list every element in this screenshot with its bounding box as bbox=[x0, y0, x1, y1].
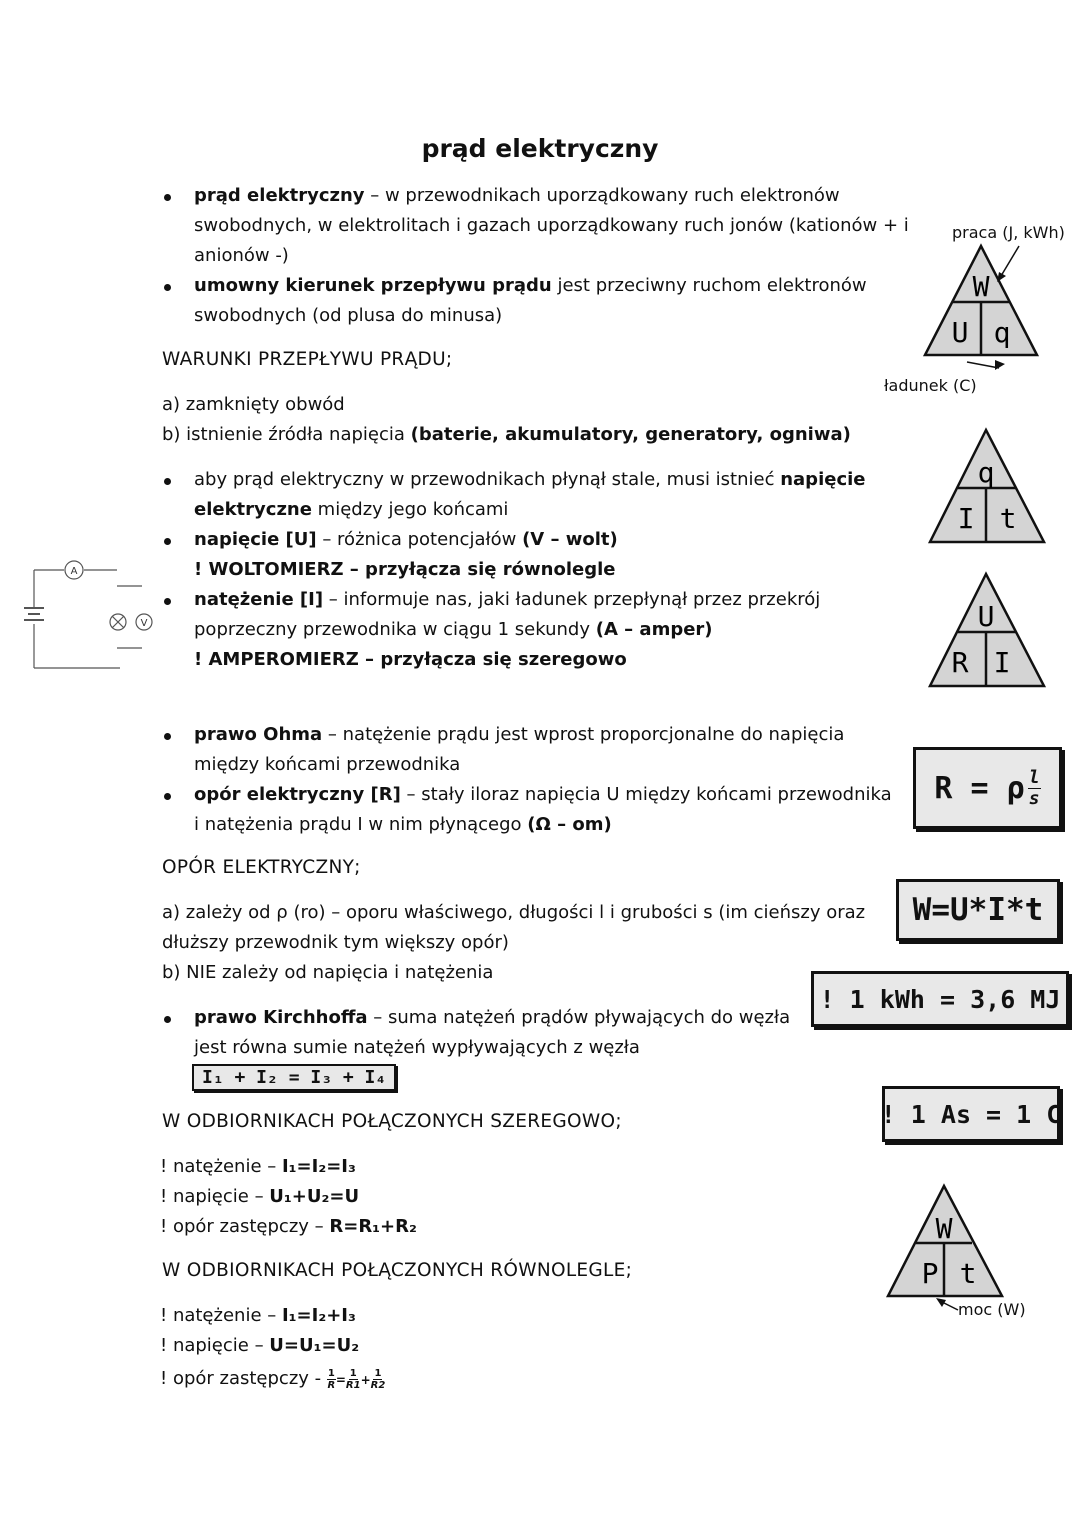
series-current bbox=[160, 1152, 356, 1182]
bullet-current-intensity bbox=[194, 585, 820, 675]
text: b) istnienie źródła napięcia bbox=[162, 424, 411, 445]
bullet-voltage bbox=[194, 525, 618, 585]
tri-label-time: t bbox=[959, 1257, 977, 1290]
text: anionów -) bbox=[194, 245, 289, 266]
denominator: s bbox=[1028, 787, 1040, 809]
formula: I₁=I₂=I₃ bbox=[281, 1156, 356, 1177]
term-direction: umowny kierunek przepływu prądu bbox=[194, 275, 552, 296]
ammeter-label: A bbox=[70, 566, 78, 577]
text: ! opór zastępczy – bbox=[160, 1216, 330, 1237]
bullet-ohm-law bbox=[194, 720, 844, 780]
text: – w przewodnikach uporządkowany ruch elektronów bbox=[364, 185, 840, 206]
text: ! natężenie – bbox=[160, 1156, 282, 1177]
voltmeter-label: V bbox=[140, 618, 148, 629]
resistance-b: b) NIE zależy od napięcia i natężenia bbox=[162, 962, 494, 983]
fraction bbox=[327, 1368, 336, 1391]
tri-label-work: W bbox=[972, 270, 990, 303]
tri-label-time: t bbox=[999, 502, 1017, 535]
bullet-dot bbox=[164, 598, 171, 605]
numerator: 1 bbox=[349, 1367, 357, 1379]
tri-label-charge: q bbox=[993, 316, 1011, 349]
triangle-voltage-resistance-current bbox=[922, 568, 1052, 692]
text: aby prąd elektryczny w przewodnikach płynął stale, musi istnieć bbox=[194, 469, 781, 490]
tri-label-voltage: U bbox=[951, 316, 969, 349]
triangle-work-voltage-charge bbox=[915, 240, 1045, 380]
formula: U=U₁=U₂ bbox=[269, 1335, 360, 1356]
ammeter-note: ! AMPEROMIERZ – przyłącza się szeregowo bbox=[194, 649, 627, 670]
text: ! opór zastępczy - bbox=[160, 1368, 327, 1389]
parallel-current bbox=[160, 1301, 356, 1331]
denominator: R bbox=[327, 1379, 336, 1391]
work-formula-box: W=U*I*t bbox=[896, 879, 1060, 941]
bullet-dot bbox=[164, 284, 171, 291]
kwh-conversion-box: ! 1 kWh = 3,6 MJ bbox=[811, 971, 1069, 1027]
as-conversion-box: ! 1 As = 1 C bbox=[882, 1086, 1060, 1142]
numerator: 1 bbox=[327, 1367, 335, 1379]
text: poprzeczny przewodnika w ciągu 1 sekundy bbox=[194, 619, 596, 640]
text: między końcami przewodnika bbox=[194, 754, 461, 775]
bullet-dot bbox=[164, 538, 171, 545]
heading-resistance: OPÓR ELEKTRYCZNY; bbox=[162, 857, 361, 878]
text: i natężenia prądu I w nim płynącego bbox=[194, 814, 528, 835]
bullet-dot bbox=[164, 733, 171, 740]
term-current: prąd elektryczny bbox=[194, 185, 365, 206]
voltmeter-note: ! WOLTOMIERZ – przyłącza się równolegle bbox=[194, 559, 616, 580]
text: – suma natężeń prądów pływających do węzła bbox=[367, 1007, 791, 1028]
formula: U₁+U₂=U bbox=[269, 1186, 360, 1207]
text: jest przeciwny ruchom elektronów bbox=[551, 275, 867, 296]
text-bold: (baterie, akumulatory, generatory, ogniwa) bbox=[410, 424, 851, 445]
numerator: 1 bbox=[374, 1367, 382, 1379]
tri-label-charge: q bbox=[977, 456, 995, 489]
formula: I₁=I₂+I₃ bbox=[281, 1305, 356, 1326]
text: – stały iloraz napięcia U między końcami przewodnika bbox=[400, 784, 892, 805]
series-voltage bbox=[160, 1182, 359, 1212]
formula: R = ρ bbox=[934, 770, 1025, 806]
text-bold: elektryczne bbox=[194, 499, 312, 520]
kirchhoff-formula-box: I₁ + I₂ = I₃ + I₄ bbox=[192, 1064, 396, 1091]
bullet-dot bbox=[164, 478, 171, 485]
note-work: praca (J, kWh) bbox=[952, 223, 1065, 242]
bullet-current-direction bbox=[194, 271, 867, 331]
text: ! napięcie – bbox=[160, 1186, 270, 1207]
text: jest równa sumie natężeń wypływających z węzła bbox=[194, 1037, 640, 1058]
text: dłuższy przewodnik tym większy opór) bbox=[162, 932, 509, 953]
text-bold: (A – amper) bbox=[595, 619, 713, 640]
fraction bbox=[371, 1368, 386, 1391]
text: a) zależy od ρ (ro) – oporu właściwego, długości l i grubości s (im cieńszy oraz bbox=[162, 902, 866, 923]
resistivity-formula-box bbox=[913, 747, 1062, 829]
text: ! natężenie – bbox=[160, 1305, 282, 1326]
text: między jego końcami bbox=[311, 499, 509, 520]
note-power: moc (W) bbox=[958, 1300, 1026, 1319]
note-charge: ładunek (C) bbox=[884, 376, 977, 395]
term-ohm: prawo Ohma bbox=[194, 724, 323, 745]
text: – natężenie prądu jest wprost proporcjonalne do napięcia bbox=[322, 724, 845, 745]
bullet-dot bbox=[164, 793, 171, 800]
text: – informuje nas, jaki ładunek przepłynął przez przekrój bbox=[323, 589, 821, 610]
formula: R=R₁+R₂ bbox=[329, 1216, 417, 1237]
heading-parallel: W ODBIORNIKACH POŁĄCZONYCH RÓWNOLEGLE; bbox=[162, 1260, 633, 1281]
text: ! napięcie – bbox=[160, 1335, 270, 1356]
fraction bbox=[1028, 768, 1041, 809]
term-kirchhoff: prawo Kirchhoffa bbox=[194, 1007, 368, 1028]
term-intensity: natężenie [I] bbox=[194, 589, 324, 610]
tri-label-work: W bbox=[935, 1212, 953, 1245]
text-bold: napięcie bbox=[780, 469, 866, 490]
tri-label-voltage: U bbox=[977, 600, 995, 633]
heading-series: W ODBIORNIKACH POŁĄCZONYCH SZEREGOWO; bbox=[162, 1111, 622, 1132]
circuit-diagram bbox=[22, 552, 162, 676]
term-resistance: opór elektryczny [R] bbox=[194, 784, 401, 805]
condition-a: a) zamknięty obwód bbox=[162, 394, 345, 415]
term-voltage: napięcie [U] bbox=[194, 529, 317, 550]
text-bold: (V – wolt) bbox=[522, 529, 618, 550]
resistance-a bbox=[162, 898, 865, 958]
bullet-dot bbox=[164, 194, 171, 201]
text-bold: (Ω – om) bbox=[527, 814, 612, 835]
bullet-kirchhoff bbox=[194, 1003, 790, 1063]
condition-b bbox=[162, 420, 851, 450]
denominator: R1 bbox=[345, 1379, 361, 1391]
bullet-current-definition bbox=[194, 181, 909, 271]
tri-label-current: I bbox=[957, 502, 975, 535]
parallel-voltage bbox=[160, 1331, 359, 1361]
page-title: prąd elektryczny bbox=[421, 134, 659, 163]
bullet-dot bbox=[164, 1016, 171, 1023]
triangle-charge-current-time bbox=[922, 424, 1052, 548]
tri-label-current: I bbox=[993, 646, 1011, 679]
bullet-resistance bbox=[194, 780, 892, 840]
tri-label-resistance: R bbox=[951, 646, 969, 679]
series-resistance bbox=[160, 1212, 417, 1242]
heading-conditions: WARUNKI PRZEPŁYWU PRĄDU; bbox=[162, 349, 453, 370]
denominator: R2 bbox=[370, 1379, 386, 1391]
text: swobodnych (od plusa do minusa) bbox=[194, 305, 503, 326]
parallel-resistance: ! opór zastępczy - $\frac{1}{R}$ = $\frac{1}{R1}$ + $\frac{1}{R2}$ bbox=[160, 1367, 386, 1391]
tri-label-power: P bbox=[921, 1257, 939, 1290]
numerator: l bbox=[1028, 766, 1040, 788]
bullet-voltage-needed bbox=[194, 465, 866, 525]
text: swobodnych, w elektrolitach i gazach uporządkowany ruch jonów (kationów + i bbox=[194, 215, 909, 236]
text: – różnica potencjałów bbox=[316, 529, 523, 550]
fraction bbox=[346, 1368, 361, 1391]
